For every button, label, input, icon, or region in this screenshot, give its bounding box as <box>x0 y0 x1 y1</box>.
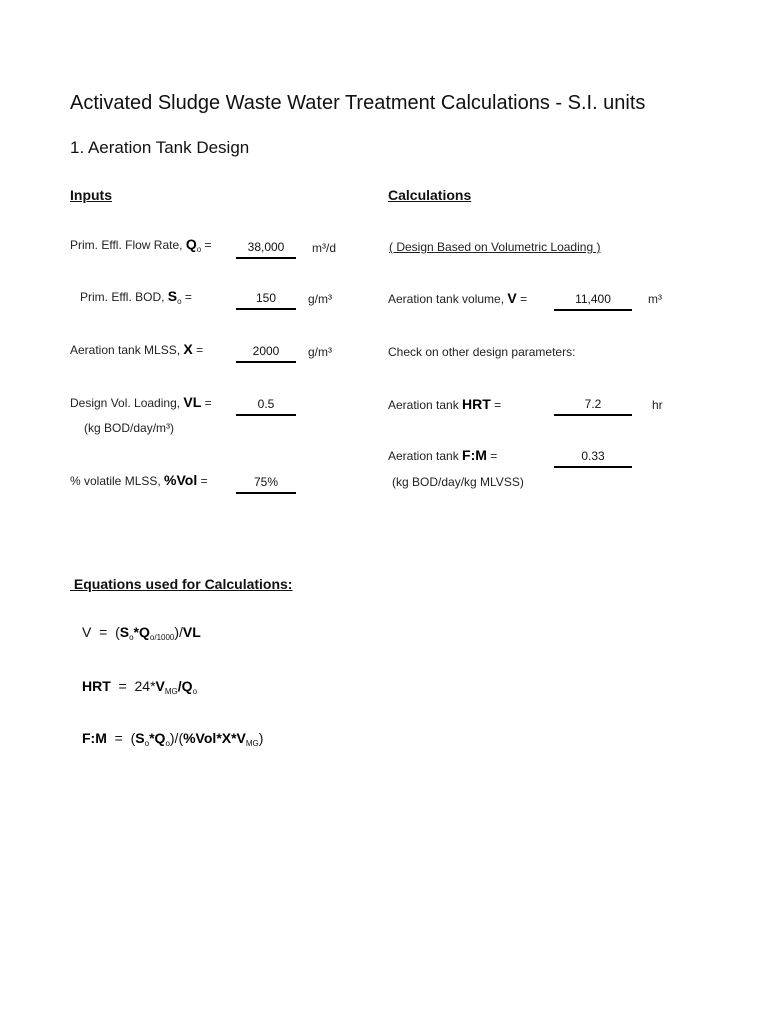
bod-label: Prim. Effl. BOD, $S_o$ = <box>80 288 192 306</box>
vol-loading-label: Design Vol. Loading, VL = <box>70 394 212 410</box>
equation-fm: F:M = $(S_o*Q_o)/(\%Vol*X*V_{MG})$ <box>82 730 264 748</box>
hrt-label: Aeration tank HRT = <box>388 396 502 412</box>
equations-heading: Equations used for Calculations: <box>73 576 293 592</box>
mlss-label: Aeration tank MLSS, X = <box>70 341 204 357</box>
volatile-label: % volatile MLSS, %Vol = <box>70 472 208 488</box>
tank-volume-unit: m³ <box>648 292 662 306</box>
fm-value: 0.33 <box>554 449 632 468</box>
vol-loading-note: (kg BOD/day/m³) <box>84 421 175 435</box>
flow-rate-label: Prim. Effl. Flow Rate, $Q_o$ = <box>70 236 212 254</box>
equation-volume: $V = (S_o*Q_{o/1000})/VL$ <box>82 624 201 642</box>
tank-volume-value: 11,400 <box>554 292 632 311</box>
equation-hrt: HRT = $24*V_{MG}/Q_o$ <box>82 678 198 696</box>
flow-rate-unit: m³/d <box>312 241 336 255</box>
check-note: Check on other design parameters: <box>388 345 576 359</box>
fm-label: Aeration tank F:M = <box>388 447 498 463</box>
volatile-value: 75% <box>236 475 296 494</box>
hrt-unit: hr <box>652 398 663 412</box>
calculations-heading: Calculations <box>388 187 472 203</box>
bod-unit: g/m³ <box>308 292 332 306</box>
flow-rate-value: 38,000 <box>236 240 296 259</box>
page-title: Activated Sludge Waste Water Treatment Calculations - S.I. units <box>70 92 646 114</box>
fm-unit-note: (kg BOD/day/kg MLVSS) <box>392 475 524 489</box>
vol-loading-value: 0.5 <box>236 397 296 416</box>
section-heading: 1. Aeration Tank Design <box>70 138 250 157</box>
design-basis-note: ( Design Based on Volumetric Loading ) <box>389 240 601 254</box>
tank-volume-label: Aeration tank volume, V = <box>388 290 528 306</box>
bod-value: 150 <box>236 291 296 310</box>
hrt-value: 7.2 <box>554 397 632 416</box>
inputs-heading: Inputs <box>70 187 112 203</box>
mlss-unit: g/m³ <box>308 345 332 359</box>
mlss-value: 2000 <box>236 344 296 363</box>
